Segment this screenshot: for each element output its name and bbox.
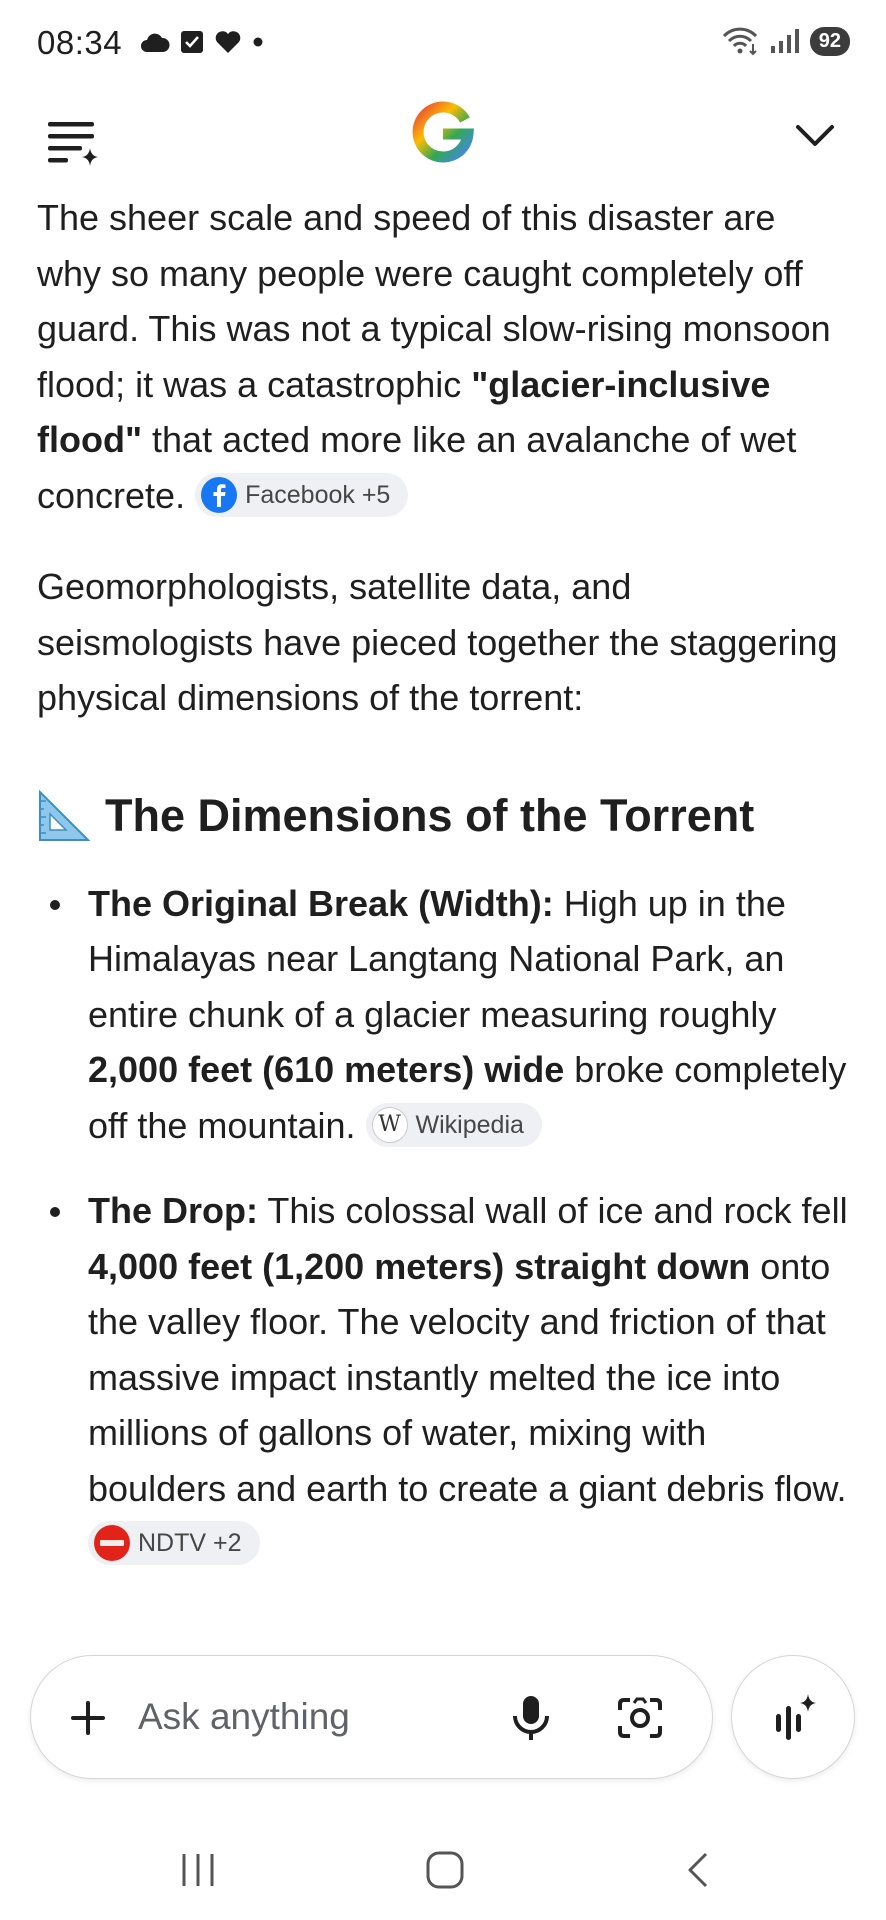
- dot-icon: [252, 36, 264, 48]
- source-chip-wikipedia[interactable]: W Wikipedia: [366, 1103, 542, 1147]
- checkbox-icon: [180, 30, 204, 54]
- battery-icon: 92: [810, 27, 850, 56]
- wikipedia-icon: W: [372, 1107, 408, 1143]
- cloud-icon: [140, 31, 170, 53]
- wifi-icon: [720, 26, 760, 56]
- live-sparkle-icon: [732, 1656, 856, 1780]
- camera-lens-icon[interactable]: [610, 1688, 670, 1748]
- ask-input[interactable]: [138, 1686, 488, 1748]
- heart-icon: [214, 30, 242, 54]
- live-voice-button[interactable]: [731, 1655, 855, 1779]
- source-chip-ndtv[interactable]: NDTV +2: [88, 1521, 260, 1565]
- section-heading-text: The Dimensions of the Torrent: [105, 789, 755, 841]
- ndtv-icon: [94, 1525, 130, 1561]
- app-header: [0, 92, 886, 182]
- section-heading: [37, 786, 849, 846]
- triangular-ruler-icon: [37, 789, 91, 843]
- paragraph-intro: The sheer scale and speed of this disaster are why so many people were caught completely off guard. This was not a typical slow-rising monsoon flood; it was a catastrophic "glacier-inclusive flood" that acted more like an avalanche of wet concrete. Facebook +5: [37, 197, 831, 516]
- facebook-icon: [201, 477, 237, 513]
- plus-icon[interactable]: [61, 1691, 115, 1745]
- home-icon[interactable]: [425, 1850, 465, 1890]
- back-icon[interactable]: [678, 1850, 718, 1890]
- signal-icon: [770, 28, 800, 54]
- google-g-logo[interactable]: [409, 96, 477, 164]
- composer-bar: [30, 1655, 713, 1779]
- mic-icon[interactable]: [501, 1688, 561, 1748]
- list-item: The Original Break (Width): High up in the Himalayas near Langtang National Park, an entire chunk of a glacier measuring roughly 2,000 feet (610 meters) wide broke completely off the mountain. W Wikipedia: [37, 876, 849, 1154]
- chevron-down-icon[interactable]: [790, 110, 840, 160]
- status-time: 08:34: [37, 24, 123, 61]
- list-item: The Drop: This colossal wall of ice and rock fell 4,000 feet (1,200 meters) straight down onto the valley floor. The velocity and friction of that massive impact instantly melted the ice into millions of gallons of water, mixing with boulders and earth to create a giant debris flow. NDTV +2: [37, 1183, 849, 1572]
- menu-sparkle-icon[interactable]: [44, 110, 104, 170]
- source-chip-facebook[interactable]: Facebook +5: [195, 473, 408, 517]
- response-content: [37, 190, 849, 1602]
- paragraph-context: Geomorphologists, satellite data, and seismologists have pieced together the staggering physical dimensions of the torrent:: [37, 566, 838, 718]
- dimension-list: [37, 876, 849, 1572]
- status-bar: [0, 0, 886, 92]
- recents-icon[interactable]: [178, 1850, 218, 1890]
- system-nav-bar: [0, 1810, 886, 1920]
